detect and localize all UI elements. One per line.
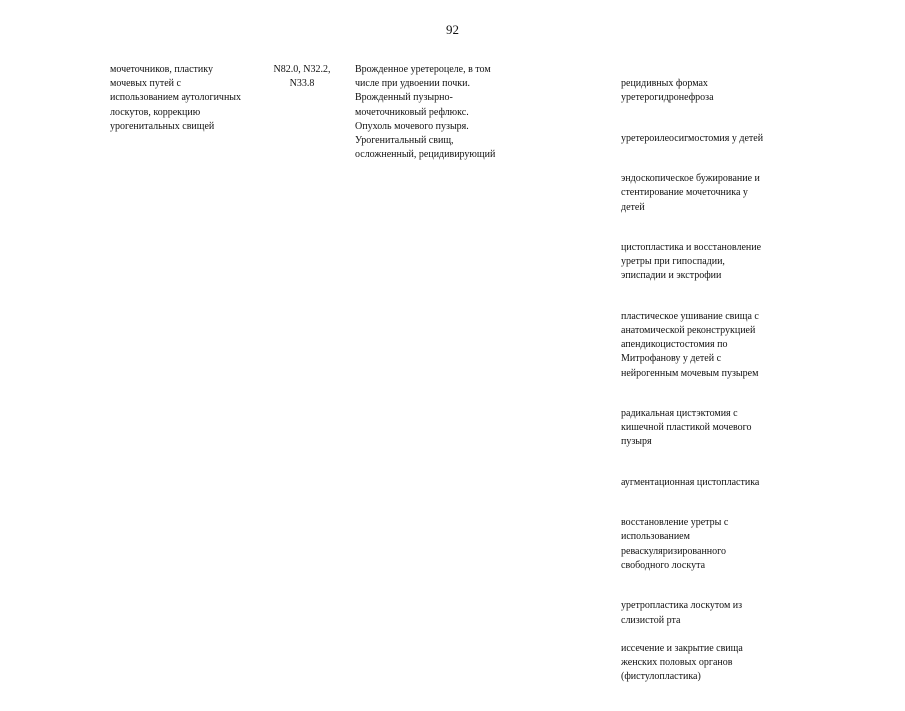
diagnoses-list: Врожденное уретероцеле, в том числе при удвоении почки. Врожденный пузырно- мочеточниковый рефлюкс. Опухоль мочевого пузыря. Урогенитальный свищ, осложненный, рецидивирующий bbox=[355, 64, 496, 161]
method-item: эндоскопическое бужирование и стентирование мочеточника у детей bbox=[621, 173, 760, 213]
method-item: цистопластика и восстановление уретры при гипоспадии, эписпадии и экстрофии bbox=[621, 242, 762, 282]
method-item: аугментационная цистопластика bbox=[621, 476, 760, 488]
method-item: уретероилеосигмостомия у детей bbox=[621, 132, 764, 144]
method-item: пластическое ушивание свища с анатомической реконструкцией апендикоцистостомия по Митрофанову у детей с нейрогенным мочевым пузырем bbox=[621, 310, 759, 379]
method-item: восстановление уретры с использованием реваскуляризированного свободного лоскута bbox=[621, 517, 729, 571]
method-item: иссечение и закрытие свища женских половых органов (фистулопластика) bbox=[621, 642, 743, 683]
icd-codes: N82.0, N32.2, N33.8 bbox=[273, 64, 331, 90]
page-number: 92 bbox=[446, 22, 459, 37]
method-item: уретропластика лоскутом из слизистой рта bbox=[621, 600, 743, 626]
procedure-description: мочеточников, пластику мочевых путей с использованием аутологичных лоскутов, коррекцию урогенитальных свищей bbox=[110, 64, 242, 132]
method-item: рецидивных формах уретерогидронефроза bbox=[621, 78, 714, 104]
treatment-methods bbox=[621, 63, 791, 711]
method-item: радикальная цистэктомия с кишечной пластикой мочевого пузыря bbox=[621, 408, 752, 448]
